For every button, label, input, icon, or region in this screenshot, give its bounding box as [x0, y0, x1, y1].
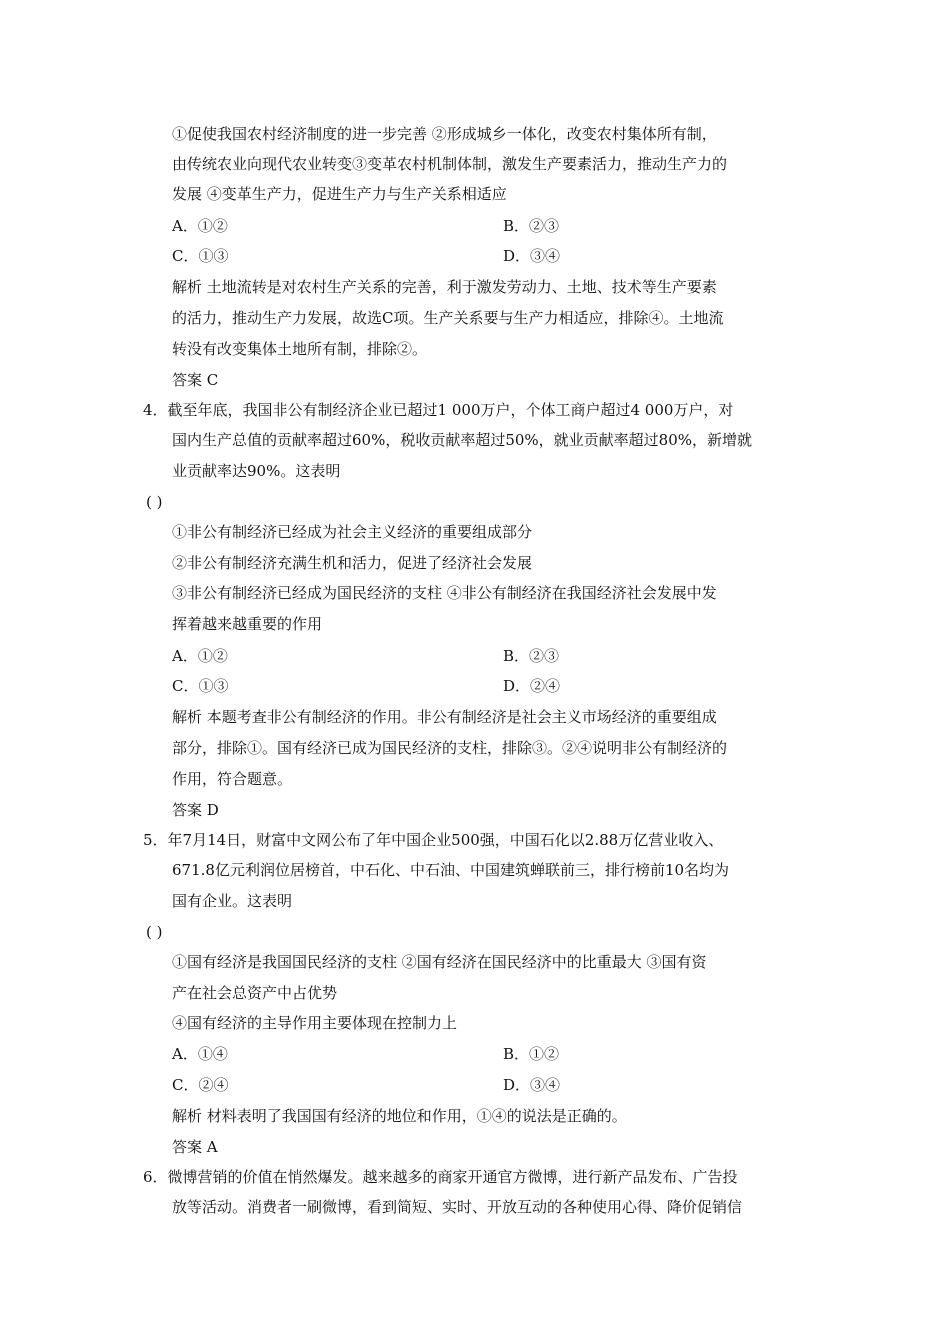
- q4-statement-1: ①非公有制经济已经成为社会主义经济的重要组成部分: [172, 523, 533, 541]
- q4-option-a: A．①②: [172, 647, 228, 665]
- q3-option-d: D．③④: [503, 247, 561, 265]
- q4-option-b: B．②③: [503, 647, 560, 665]
- q4-statement-2: ②非公有制经济充满生机和活力，促进了经济社会发展: [172, 554, 533, 572]
- q3-option-b: B．②③: [503, 217, 560, 235]
- q6-stem-line-2: 放等活动。消费者一刷微博，看到简短、实时、开放互动的各种使用心得、降价促销信: [172, 1198, 743, 1216]
- q3-statement-line-1: ①促使我国农村经济制度的进一步完善 ②形成城乡一体化，改变农村集体所有制，: [172, 125, 717, 143]
- q5-stem-line-3: 国有企业。这表明: [172, 892, 293, 910]
- q5-answer-blank: ( ): [146, 923, 163, 941]
- q4-statement-4: 挥着越来越重要的作用: [172, 615, 323, 633]
- q5-statement-2: 产在社会总资产中占优势: [172, 984, 338, 1002]
- q4-stem-line-1: 4．截至年底，我国非公有制经济企业已超过1 000万户，个体工商户超过4 000万户，对: [143, 401, 734, 419]
- q3-analysis-line-1: 解析 土地流转是对农村生产关系的完善，利于激发劳动力、土地、技术等生产要素: [172, 278, 717, 296]
- q5-option-b: B．①②: [503, 1045, 560, 1063]
- q5-option-d: D．③④: [503, 1076, 561, 1094]
- q4-stem-line-3: 业贡献率达90%。这表明: [172, 462, 341, 480]
- q3-statement-line-2: 由传统农业向现代农业转变③变革农村机制体制，激发生产要素活力，推动生产力的: [172, 155, 728, 173]
- q4-option-d: D．②④: [503, 677, 561, 695]
- q3-option-a: A．①②: [172, 217, 228, 235]
- q5-option-c: C．②④: [172, 1076, 229, 1094]
- q5-statement-1: ①国有经济是我国国民经济的支柱 ②国有经济在国民经济中的比重最大 ③国有资: [172, 953, 707, 971]
- q4-analysis-line-2: 部分，排除①。国有经济已成为国民经济的支柱，排除③。②④说明非公有制经济的: [172, 739, 728, 757]
- q5-analysis-line-1: 解析 材料表明了我国国有经济的地位和作用，①④的说法是正确的。: [172, 1107, 627, 1125]
- q3-analysis-line-3: 转没有改变集体土地所有制，排除②。: [172, 340, 428, 358]
- q3-option-c: C．①③: [172, 247, 229, 265]
- q4-stem-line-2: 国内生产总值的贡献率超过60%，税收贡献率超过50%，就业贡献率超过80%，新增就: [172, 431, 753, 449]
- q4-statement-3: ③非公有制经济已经成为国民经济的支柱 ④非公有制经济在我国经济社会发展中发: [172, 584, 717, 602]
- q3-answer: 答案 C: [172, 371, 219, 389]
- q5-stem-line-2: 671.8亿元利润位居榜首，中石化、中石油、中国建筑蝉联前三，排行榜前10名均为: [172, 861, 730, 879]
- q6-stem-line-1: 6．微博营销的价值在悄然爆发。越来越多的商家开通官方微博，进行新产品发布、广告投: [143, 1168, 738, 1186]
- q5-stem-line-1: 5．年7月14日，财富中文网公布了年中国企业500强，中国石化以2.88万亿营业收入、: [143, 831, 724, 849]
- q4-answer-blank: ( ): [146, 493, 163, 511]
- q4-analysis-line-1: 解析 本题考查非公有制经济的作用。非公有制经济是社会主义市场经济的重要组成: [172, 708, 717, 726]
- q3-statement-line-3: 发展 ④变革生产力，促进生产力与生产关系相适应: [172, 185, 507, 203]
- q3-analysis-line-2: 的活力，推动生产力发展，故选C项。生产关系要与生产力相适应，排除④。土地流: [172, 309, 724, 327]
- q4-analysis-line-3: 作用，符合题意。: [172, 770, 293, 788]
- q5-statement-3: ④国有经济的主导作用主要体现在控制力上: [172, 1014, 458, 1032]
- q5-answer: 答案 A: [172, 1138, 218, 1156]
- q4-option-c: C．①③: [172, 677, 229, 695]
- q4-answer: 答案 D: [172, 801, 219, 819]
- q5-option-a: A．①④: [172, 1045, 228, 1063]
